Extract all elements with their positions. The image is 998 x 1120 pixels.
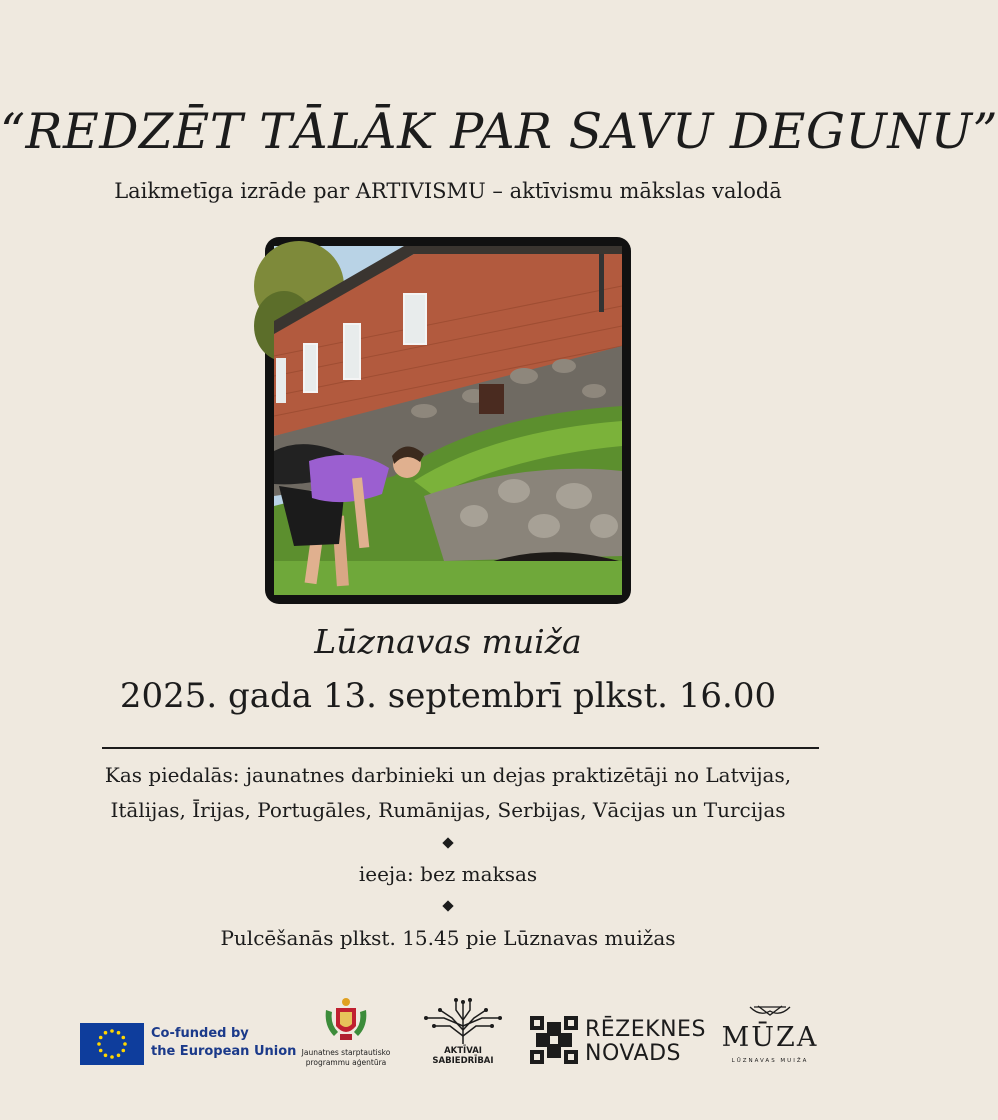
aktivai-line-2: SABIEDRĪBAI bbox=[432, 1056, 494, 1066]
diamond-separator bbox=[442, 900, 453, 911]
gathering-info: Pulcēšanās plkst. 15.45 pie Lūznavas muižas bbox=[220, 926, 676, 950]
aktivai-text bbox=[420, 1046, 506, 1066]
participants-line-2: Itālijas, Īrijas, Portugāles, Rumānijas, Serbijas, Vācijas un Turcijas bbox=[110, 798, 786, 822]
agency-name bbox=[296, 1048, 396, 1068]
agency-line-1: Jaunatnes starptautisko bbox=[301, 1048, 391, 1057]
event-photo-frame bbox=[265, 237, 631, 604]
coat-of-arms-icon bbox=[322, 996, 370, 1046]
circuit-tree-icon bbox=[422, 996, 504, 1046]
event-photo bbox=[274, 246, 622, 595]
eu-line-1: Co-funded by bbox=[151, 1026, 249, 1041]
poster-subtitle: Laikmetīga izrāde par ARTIVISMU – aktīvismu mākslas valodā bbox=[114, 179, 782, 203]
eu-line-2: the European Union bbox=[151, 1044, 297, 1059]
entry-info: ieeja: bez maksas bbox=[358, 862, 538, 886]
aktivai-line-1: AKTĪVAI bbox=[444, 1046, 482, 1056]
muza-logo-subtext: LŪZNAVAS MUIŽA bbox=[731, 1058, 809, 1064]
muza-logo-text: MŪZA bbox=[721, 1022, 819, 1053]
section-divider bbox=[102, 747, 819, 749]
event-datetime: 2025. gada 13. septembrī plkst. 16.00 bbox=[119, 676, 777, 716]
agency-line-2: programmu aģentūra bbox=[305, 1058, 387, 1067]
poster-title: “REDZĒT TĀLĀK PAR SAVU DEGUNU” bbox=[0, 103, 998, 160]
rezeknes-line-2: NOVADS bbox=[585, 1041, 681, 1066]
eu-cofunded-text bbox=[151, 1025, 296, 1061]
muza-ornament-icon bbox=[748, 1003, 792, 1019]
rezeknes-text bbox=[585, 1018, 706, 1066]
rezeknes-line-1: RĒZEKNES bbox=[585, 1017, 706, 1042]
rezeknes-pattern-icon bbox=[530, 1016, 578, 1064]
diamond-separator bbox=[442, 837, 453, 848]
participants-line-1: Kas piedalās: jaunatnes darbinieki un dejas praktizētāji no Latvijas, bbox=[104, 763, 792, 787]
venue-name: Lūznavas muiža bbox=[314, 622, 582, 661]
eu-flag-icon bbox=[80, 1023, 144, 1065]
